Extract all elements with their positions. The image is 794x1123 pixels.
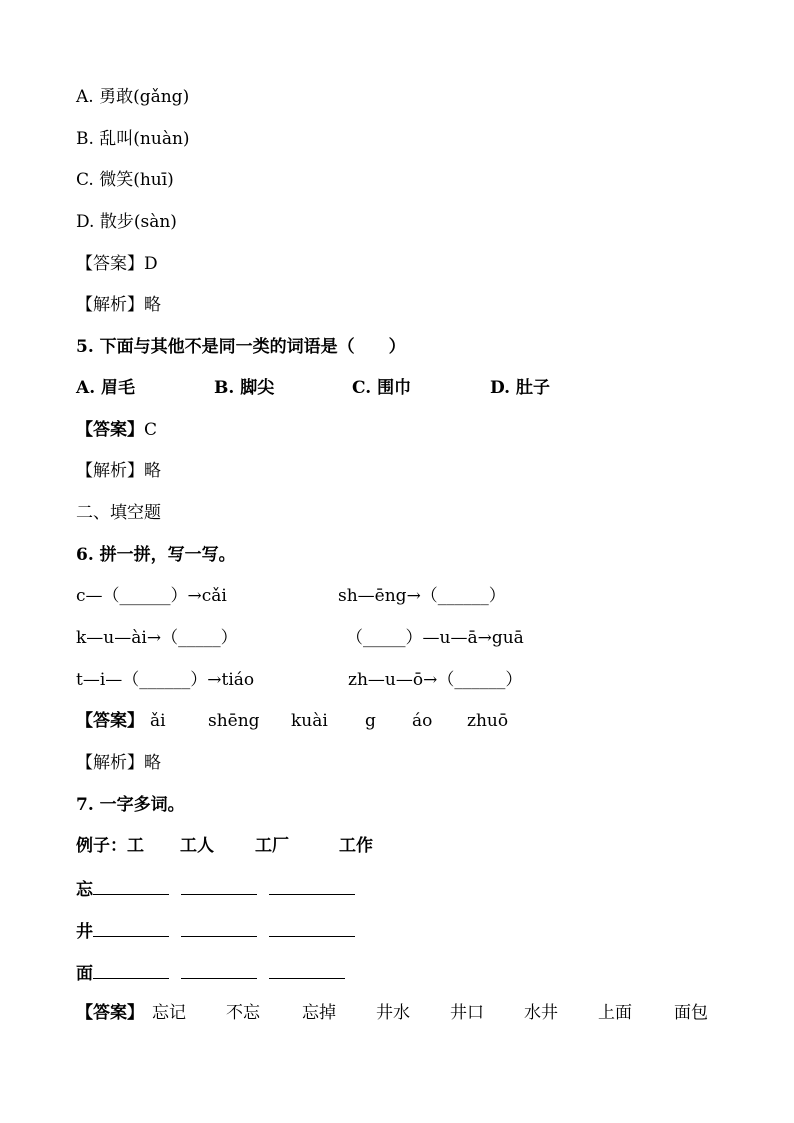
section-title: 二、填空题 xyxy=(76,503,161,523)
q4-answer xyxy=(76,252,158,276)
q7-question: 7. 一字多词。 xyxy=(76,795,185,815)
analysis-value: 略 xyxy=(144,753,161,773)
blank-line[interactable] xyxy=(93,960,169,979)
answer-value: C xyxy=(144,420,158,440)
q4-option-c: C. 微笑(huī) xyxy=(76,170,174,190)
q5-option-d: D. 肚子 xyxy=(490,378,550,398)
q5-option-c: C. 围巾 xyxy=(352,378,412,398)
analysis-label: 【解析】 xyxy=(76,461,144,481)
blank-line[interactable] xyxy=(181,960,257,979)
q7-row-2 xyxy=(76,918,355,942)
q7-example-word-3: 工作 xyxy=(339,836,373,856)
q6-answer-5: áo xyxy=(412,711,433,731)
q5-answer xyxy=(76,418,157,442)
q6-analysis xyxy=(76,751,161,775)
q7-row-1 xyxy=(76,876,355,900)
answer-label: 【答案】 xyxy=(76,254,144,274)
q6-answer-4: g xyxy=(365,711,376,731)
q6-question: 6. 拼一拼，写一写。 xyxy=(76,545,236,565)
analysis-label: 【解析】 xyxy=(76,295,144,315)
q5-question: 5. 下面与其他不是同一类的词语是（ ） xyxy=(76,337,406,357)
q7-char-2: 井 xyxy=(76,922,93,942)
q7-char-3: 面 xyxy=(76,964,93,984)
analysis-value: 略 xyxy=(144,295,161,315)
q6-row3-left: t—i—（______）→tiáo xyxy=(76,670,255,690)
q7-row-3 xyxy=(76,960,345,984)
answer-label: 【答案】 xyxy=(76,1003,144,1023)
q6-row2-right: （_____）—u—ā→guā xyxy=(346,628,524,648)
blank-line[interactable] xyxy=(93,876,169,895)
q7-answer-5: 井口 xyxy=(450,1003,484,1023)
analysis-label: 【解析】 xyxy=(76,753,144,773)
q7-answer-4: 井水 xyxy=(376,1003,410,1023)
q5-analysis xyxy=(76,459,161,483)
q6-answer-6: zhuō xyxy=(467,711,509,731)
q7-answer-2: 不忘 xyxy=(226,1003,260,1023)
q4-option-b: B. 乱叫(nuàn) xyxy=(76,129,190,149)
q6-row2-left: k—u—ài→（_____） xyxy=(76,628,238,648)
q7-answer-1: 忘记 xyxy=(152,1003,186,1023)
blank-line[interactable] xyxy=(181,876,257,895)
q4-option-a: A. 勇敢(gǎng) xyxy=(76,87,190,107)
blank-line[interactable] xyxy=(93,918,169,937)
q5-option-b: B. 脚尖 xyxy=(214,378,275,398)
q6-answer-3: kuài xyxy=(291,711,328,731)
blank-line[interactable] xyxy=(269,918,355,937)
blank-line[interactable] xyxy=(181,918,257,937)
blank-line[interactable] xyxy=(269,876,355,895)
answer-value: D xyxy=(144,254,158,274)
q7-answer-6: 水井 xyxy=(524,1003,558,1023)
analysis-value: 略 xyxy=(144,461,161,481)
q7-answer-8: 面包 xyxy=(674,1003,708,1023)
q7-char-1: 忘 xyxy=(76,880,93,900)
answer-label: 【答案】 xyxy=(76,420,144,440)
q5-option-a: A. 眉毛 xyxy=(76,378,136,398)
q6-answer-2: shēng xyxy=(208,711,260,731)
q7-example-word-2: 工厂 xyxy=(255,836,289,856)
q6-row3-right: zh—u—ō→（______） xyxy=(348,670,523,690)
q6-row1-right: sh—ēng→（______） xyxy=(338,586,506,606)
blank-line[interactable] xyxy=(269,960,345,979)
q4-option-d: D. 散步(sàn) xyxy=(76,212,177,232)
q7-example-word-1: 工人 xyxy=(180,836,214,856)
q7-answer-7: 上面 xyxy=(598,1003,632,1023)
q6-answer-1: ǎi xyxy=(150,711,166,731)
q4-analysis xyxy=(76,293,161,317)
answer-label: 【答案】 xyxy=(76,711,144,731)
q7-example-label: 例子：工 xyxy=(76,836,144,856)
q6-row1-left: c—（______）→cǎi xyxy=(76,586,227,606)
q7-answer-3: 忘掉 xyxy=(302,1003,336,1023)
